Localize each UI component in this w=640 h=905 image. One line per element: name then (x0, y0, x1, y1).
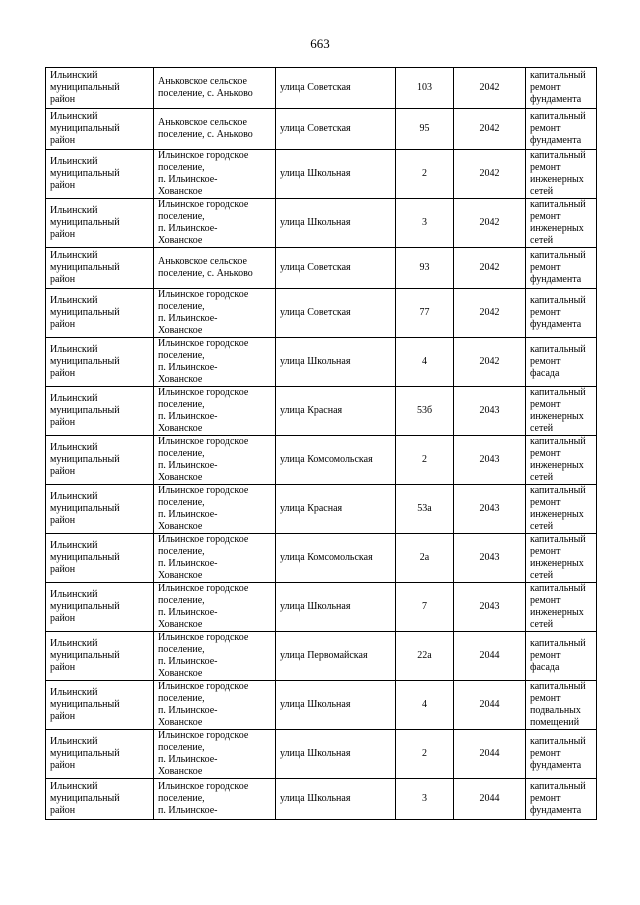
table-body (46, 68, 597, 820)
year-cell: 2042 (454, 248, 526, 289)
year-cell: 2043 (454, 485, 526, 534)
table-row (46, 248, 597, 289)
district-cell: Ильинский муниципальный район (46, 436, 154, 485)
settlement-cell: Ильинское городское поселение, п. Ильинское- Хованское (154, 583, 276, 632)
house-cell: 3 (396, 779, 454, 820)
street-cell: улица Школьная (276, 583, 396, 632)
district-cell: Ильинский муниципальный район (46, 387, 154, 436)
district-cell: Ильинский муниципальный район (46, 534, 154, 583)
year-cell: 2044 (454, 730, 526, 779)
settlement-cell: Ильинское городское поселение, п. Ильинское- (154, 779, 276, 820)
work-type-cell: капитальный ремонт инженерных сетей (526, 436, 597, 485)
work-type-cell: капитальный ремонт инженерных сетей (526, 387, 597, 436)
district-cell: Ильинский муниципальный район (46, 338, 154, 387)
street-cell: улица Советская (276, 248, 396, 289)
house-cell: 53а (396, 485, 454, 534)
house-cell: 53б (396, 387, 454, 436)
street-cell: улица Советская (276, 68, 396, 109)
work-type-cell: капитальный ремонт фундамента (526, 248, 597, 289)
settlement-cell: Ильинское городское поселение, п. Ильинское- Хованское (154, 387, 276, 436)
table-row (46, 338, 597, 387)
district-cell: Ильинский муниципальный район (46, 681, 154, 730)
work-type-cell: капитальный ремонт инженерных сетей (526, 199, 597, 248)
year-cell: 2043 (454, 583, 526, 632)
district-cell: Ильинский муниципальный район (46, 632, 154, 681)
repair-schedule-table (45, 67, 597, 820)
street-cell: улица Комсомольская (276, 436, 396, 485)
year-cell: 2042 (454, 199, 526, 248)
district-cell: Ильинский муниципальный район (46, 150, 154, 199)
page-number: 663 (310, 36, 330, 51)
table-row (46, 632, 597, 681)
work-type-cell: капитальный ремонт фасада (526, 632, 597, 681)
year-cell: 2042 (454, 150, 526, 199)
street-cell: улица Советская (276, 289, 396, 338)
settlement-cell: Ильинское городское поселение, п. Ильинское- Хованское (154, 534, 276, 583)
street-cell: улица Красная (276, 387, 396, 436)
street-cell: улица Школьная (276, 199, 396, 248)
settlement-cell: Аньковское сельское поселение, с. Аньково (154, 68, 276, 109)
district-cell: Ильинский муниципальный район (46, 109, 154, 150)
district-cell: Ильинский муниципальный район (46, 248, 154, 289)
year-cell: 2044 (454, 681, 526, 730)
year-cell: 2042 (454, 289, 526, 338)
table-row (46, 730, 597, 779)
district-cell: Ильинский муниципальный район (46, 779, 154, 820)
house-cell: 95 (396, 109, 454, 150)
work-type-cell: капитальный ремонт фундамента (526, 68, 597, 109)
year-cell: 2044 (454, 779, 526, 820)
table-row (46, 779, 597, 820)
year-cell: 2043 (454, 436, 526, 485)
house-cell: 93 (396, 248, 454, 289)
settlement-cell: Ильинское городское поселение, п. Ильинское- Хованское (154, 338, 276, 387)
street-cell: улица Советская (276, 109, 396, 150)
work-type-cell: капитальный ремонт фундамента (526, 289, 597, 338)
year-cell: 2044 (454, 632, 526, 681)
table-row (46, 534, 597, 583)
settlement-cell: Ильинское городское поселение, п. Ильинское- Хованское (154, 485, 276, 534)
settlement-cell: Аньковское сельское поселение, с. Аньково (154, 109, 276, 150)
district-cell: Ильинский муниципальный район (46, 199, 154, 248)
district-cell: Ильинский муниципальный район (46, 730, 154, 779)
house-cell: 2 (396, 730, 454, 779)
house-cell: 2 (396, 436, 454, 485)
table-row (46, 68, 597, 109)
street-cell: улица Школьная (276, 730, 396, 779)
table-row (46, 583, 597, 632)
settlement-cell: Ильинское городское поселение, п. Ильинское- Хованское (154, 289, 276, 338)
district-cell: Ильинский муниципальный район (46, 68, 154, 109)
house-cell: 103 (396, 68, 454, 109)
settlement-cell: Ильинское городское поселение, п. Ильинское- Хованское (154, 199, 276, 248)
house-cell: 4 (396, 681, 454, 730)
settlement-cell: Аньковское сельское поселение, с. Аньково (154, 248, 276, 289)
work-type-cell: капитальный ремонт фундамента (526, 730, 597, 779)
settlement-cell: Ильинское городское поселение, п. Ильинское- Хованское (154, 681, 276, 730)
year-cell: 2042 (454, 68, 526, 109)
house-cell: 3 (396, 199, 454, 248)
settlement-cell: Ильинское городское поселение, п. Ильинское- Хованское (154, 730, 276, 779)
district-cell: Ильинский муниципальный район (46, 289, 154, 338)
table-row (46, 109, 597, 150)
district-cell: Ильинский муниципальный район (46, 583, 154, 632)
table-row (46, 436, 597, 485)
house-cell: 22а (396, 632, 454, 681)
house-cell: 7 (396, 583, 454, 632)
street-cell: улица Первомайская (276, 632, 396, 681)
work-type-cell: капитальный ремонт фундамента (526, 109, 597, 150)
street-cell: улица Школьная (276, 338, 396, 387)
table-row (46, 289, 597, 338)
street-cell: улица Школьная (276, 150, 396, 199)
table-row (46, 485, 597, 534)
table-row (46, 199, 597, 248)
house-cell: 2а (396, 534, 454, 583)
work-type-cell: капитальный ремонт инженерных сетей (526, 583, 597, 632)
street-cell: улица Школьная (276, 681, 396, 730)
work-type-cell: капитальный ремонт инженерных сетей (526, 534, 597, 583)
street-cell: улица Школьная (276, 779, 396, 820)
work-type-cell: капитальный ремонт инженерных сетей (526, 150, 597, 199)
year-cell: 2043 (454, 534, 526, 583)
settlement-cell: Ильинское городское поселение, п. Ильинское- Хованское (154, 150, 276, 199)
district-cell: Ильинский муниципальный район (46, 485, 154, 534)
table-row (46, 387, 597, 436)
street-cell: улица Красная (276, 485, 396, 534)
house-cell: 4 (396, 338, 454, 387)
year-cell: 2042 (454, 109, 526, 150)
table-row (46, 681, 597, 730)
table-row (46, 150, 597, 199)
settlement-cell: Ильинское городское поселение, п. Ильинское- Хованское (154, 632, 276, 681)
settlement-cell: Ильинское городское поселение, п. Ильинское- Хованское (154, 436, 276, 485)
work-type-cell: капитальный ремонт фундамента (526, 779, 597, 820)
year-cell: 2042 (454, 338, 526, 387)
work-type-cell: капитальный ремонт подвальных помещений (526, 681, 597, 730)
street-cell: улица Комсомольская (276, 534, 396, 583)
work-type-cell: капитальный ремонт фасада (526, 338, 597, 387)
work-type-cell: капитальный ремонт инженерных сетей (526, 485, 597, 534)
year-cell: 2043 (454, 387, 526, 436)
house-cell: 77 (396, 289, 454, 338)
house-cell: 2 (396, 150, 454, 199)
